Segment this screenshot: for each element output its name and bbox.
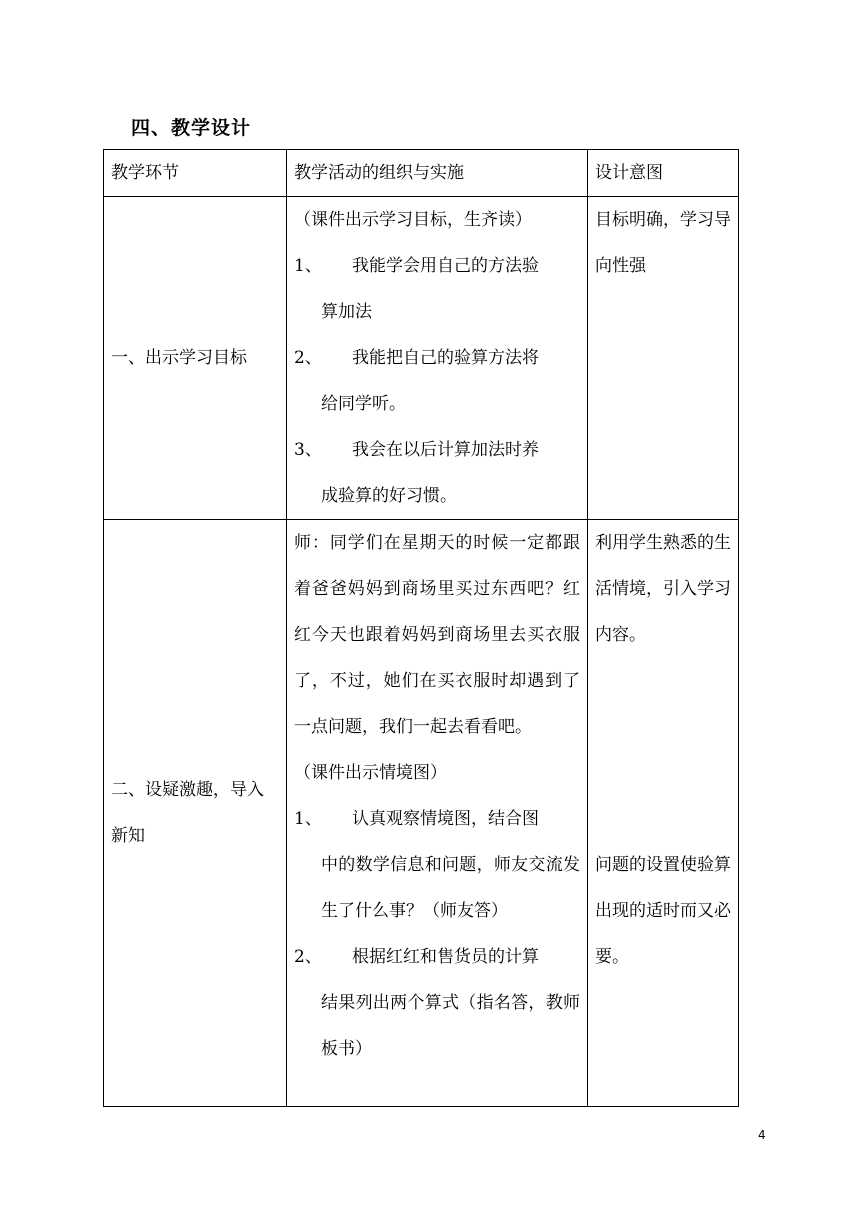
item-continuation: 结果列出两个算式（指名答，教师板书） <box>321 993 580 1059</box>
item-continuation: 成验算的好习惯。 <box>321 486 457 506</box>
item-number: 2、 <box>294 947 322 967</box>
list-item <box>294 243 580 289</box>
intent-cell <box>588 520 739 1107</box>
activity-cell <box>287 520 588 1107</box>
item-number: 1、 <box>294 809 322 829</box>
item-continuation: 算加法 <box>321 302 372 322</box>
header-activity: 教学活动的组织与实施 <box>287 150 588 197</box>
item-number: 3、 <box>294 440 322 460</box>
page-number: 4 <box>758 1128 766 1142</box>
intent-spacer <box>595 658 731 842</box>
teaching-design-table <box>103 149 739 1107</box>
intent-text-2: 问题的设置使验算出现的适时而又必要。 <box>595 855 731 967</box>
stage-cell: 二、设疑激趣，导入新知 <box>104 520 287 1107</box>
item-continuation: 中的数学信息和问题，师友交流发生了什么事？（师友答） <box>321 855 580 921</box>
header-stage: 教学环节 <box>104 150 287 197</box>
header-intent: 设计意图 <box>588 150 739 197</box>
activity-cell <box>287 197 588 520</box>
activity-intro: （课件出示情境图） <box>294 763 447 783</box>
section-title: 四、教学设计 <box>131 117 252 139</box>
teacher-paragraph: 师：同学们在星期天的时候一定都跟着爸爸妈妈到商场里买过东西吧？红红今天也跟着妈妈到商场里去买衣服了，不过，她们在买衣服时却遇到了一点问题，我们一起去看看吧。 <box>294 533 580 737</box>
stage-cell: 一、出示学习目标 <box>104 197 287 520</box>
list-item <box>294 934 580 980</box>
item-text: 我会在以后计算加法时养 <box>352 440 539 460</box>
item-number: 2、 <box>294 348 322 368</box>
activity-intro: （课件出示学习目标，生齐读） <box>294 210 532 230</box>
list-item <box>294 796 580 842</box>
table-row <box>104 197 739 520</box>
item-text: 认真观察情境图，结合图 <box>352 809 539 829</box>
table-row <box>104 520 739 1107</box>
item-continuation: 给同学听。 <box>321 394 406 414</box>
item-text: 根据红红和售货员的计算 <box>352 947 539 967</box>
item-text: 我能把自己的验算方法将 <box>352 348 539 368</box>
list-item <box>294 427 580 473</box>
intent-text-1: 利用学生熟悉的生活情境，引入学习内容。 <box>595 533 731 645</box>
item-number: 1、 <box>294 256 322 276</box>
intent-cell: 目标明确，学习导向性强 <box>588 197 739 520</box>
table-header-row <box>104 150 739 197</box>
list-item <box>294 335 580 381</box>
item-text: 我能学会用自己的方法验 <box>352 256 539 276</box>
